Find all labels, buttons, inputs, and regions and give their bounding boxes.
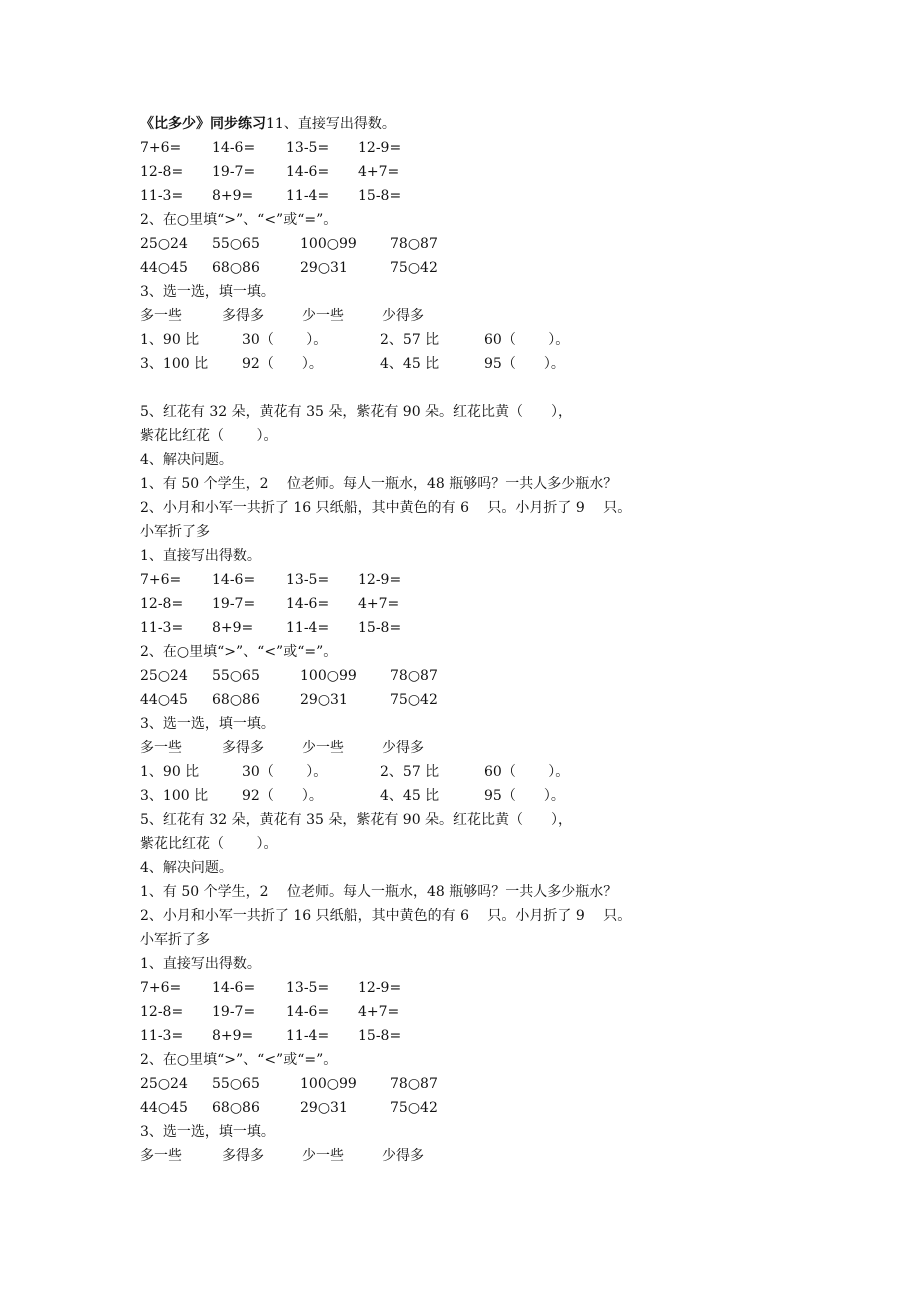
fill-cell: 2、57 比 — [380, 764, 440, 780]
compare-cell: 25○24 — [140, 668, 188, 684]
compare-cell: 55○65 — [212, 668, 260, 684]
compare-cell: 68○86 — [212, 1100, 260, 1116]
compare-cell: 55○65 — [212, 236, 260, 252]
choice-option: 少得多 — [382, 308, 424, 324]
arith-cell: 8+9= — [212, 188, 254, 204]
fill-cell: 60（ ）。 — [484, 332, 570, 348]
fill-cell: 4、45 比 — [380, 788, 440, 804]
compare-row — [140, 233, 438, 255]
compare-cell: 75○42 — [390, 1100, 438, 1116]
arith-row — [140, 185, 402, 207]
arith-cell: 4+7= — [358, 1004, 400, 1020]
fill-row — [140, 785, 565, 807]
compare-cell: 29○31 — [300, 260, 348, 276]
compare-cell: 29○31 — [300, 692, 348, 708]
compare-cell: 78○87 — [390, 1076, 438, 1092]
problem-line: 2、小月和小军一共折了 16 只纸船，其中黄色的有 6 只。小月折了 9 只。 — [140, 500, 632, 516]
compare-cell: 44○45 — [140, 692, 188, 708]
compare-cell: 75○42 — [390, 260, 438, 276]
arith-row — [140, 617, 402, 639]
arith-cell: 11-4= — [286, 1028, 330, 1044]
compare-cell: 25○24 — [140, 236, 188, 252]
choice-option: 多得多 — [222, 740, 264, 756]
arith-cell: 19-7= — [212, 596, 256, 612]
arith-cell: 13-5= — [286, 140, 330, 156]
compare-row — [140, 689, 438, 711]
compare-cell: 78○87 — [390, 668, 438, 684]
choice-option: 少一些 — [302, 308, 344, 324]
problem-line: 2、小月和小军一共折了 16 只纸船，其中黄色的有 6 只。小月折了 9 只。 — [140, 908, 632, 924]
choice-option: 少一些 — [302, 740, 344, 756]
arith-cell: 14-6= — [286, 164, 330, 180]
arith-cell: 15-8= — [358, 1028, 402, 1044]
fill-cell: 3、100 比 — [140, 788, 209, 804]
arith-cell: 12-8= — [140, 596, 184, 612]
compare-row — [140, 257, 438, 279]
choices-row — [140, 737, 424, 759]
flower-question-line: 紫花比红花（ ）。 — [140, 836, 278, 852]
fill-cell: 92（ ）。 — [242, 788, 323, 804]
section-1-heading: 1、直接写出得数。 — [140, 548, 261, 564]
section-2-heading: 2、在○里填“>”、“<”或“=”。 — [140, 212, 338, 228]
arith-cell: 4+7= — [358, 596, 400, 612]
compare-row — [140, 1097, 438, 1119]
choice-option: 多一些 — [140, 740, 182, 756]
compare-cell: 44○45 — [140, 1100, 188, 1116]
fill-cell: 1、90 比 — [140, 332, 200, 348]
choice-option: 多一些 — [140, 1148, 182, 1164]
choice-option: 多得多 — [222, 1148, 264, 1164]
choice-option: 少得多 — [382, 740, 424, 756]
arith-cell: 12-9= — [358, 980, 402, 996]
arith-cell: 7+6= — [140, 980, 182, 996]
arith-cell: 12-9= — [358, 140, 402, 156]
fill-row — [140, 353, 565, 375]
compare-cell: 68○86 — [212, 260, 260, 276]
section-4-heading: 4、解决问题。 — [140, 452, 233, 468]
doc-title: 《比多少》同步练习 — [140, 116, 266, 132]
fill-cell: 2、57 比 — [380, 332, 440, 348]
fill-cell: 30（ ）。 — [242, 332, 328, 348]
arith-cell: 19-7= — [212, 164, 256, 180]
compare-cell: 100○99 — [300, 1076, 357, 1092]
fill-cell: 1、90 比 — [140, 764, 200, 780]
arith-cell: 15-8= — [358, 188, 402, 204]
fill-cell: 95（ ）。 — [484, 788, 565, 804]
compare-cell: 29○31 — [300, 1100, 348, 1116]
flower-question-line: 5、红花有 32 朵，黄花有 35 朵，紫花有 90 朵。红花比黄（ ）， — [140, 404, 573, 420]
arith-cell: 12-8= — [140, 164, 184, 180]
flower-question-line: 紫花比红花（ ）。 — [140, 428, 278, 444]
compare-cell: 25○24 — [140, 1076, 188, 1092]
arith-cell: 14-6= — [212, 140, 256, 156]
problem-line: 1、有 50 个学生，2 位老师。每人一瓶水，48 瓶够吗？一共人多少瓶水？ — [140, 884, 618, 900]
arith-row — [140, 161, 400, 183]
arith-cell: 11-3= — [140, 620, 184, 636]
arith-cell: 14-6= — [212, 572, 256, 588]
arith-cell: 14-6= — [286, 1004, 330, 1020]
flower-question-line: 5、红花有 32 朵，黄花有 35 朵，紫花有 90 朵。红花比黄（ ）， — [140, 812, 573, 828]
arith-row — [140, 569, 402, 591]
choice-option: 多得多 — [222, 308, 264, 324]
section-4-heading: 4、解决问题。 — [140, 860, 233, 876]
compare-cell: 100○99 — [300, 668, 357, 684]
arith-cell: 19-7= — [212, 1004, 256, 1020]
arith-cell: 11-3= — [140, 188, 184, 204]
title-line — [140, 113, 396, 135]
arith-cell: 11-4= — [286, 620, 330, 636]
arith-cell: 13-5= — [286, 980, 330, 996]
fill-cell: 30（ ）。 — [242, 764, 328, 780]
arith-row — [140, 137, 402, 159]
choice-option: 多一些 — [140, 308, 182, 324]
choice-option: 少得多 — [382, 1148, 424, 1164]
compare-cell: 78○87 — [390, 236, 438, 252]
arith-row — [140, 1001, 400, 1023]
arith-cell: 8+9= — [212, 1028, 254, 1044]
choice-option: 少一些 — [302, 1148, 344, 1164]
compare-cell: 55○65 — [212, 1076, 260, 1092]
problem-line: 1、有 50 个学生，2 位老师。每人一瓶水，48 瓶够吗？一共人多少瓶水？ — [140, 476, 618, 492]
arith-cell: 11-4= — [286, 188, 330, 204]
compare-cell: 44○45 — [140, 260, 188, 276]
fill-cell: 3、100 比 — [140, 356, 209, 372]
arith-row — [140, 1025, 402, 1047]
section-2-heading: 2、在○里填“>”、“<”或“=”。 — [140, 644, 338, 660]
problem-line: 小军折了多 — [140, 932, 210, 948]
section-3-heading: 3、选一选，填一填。 — [140, 1124, 275, 1140]
fill-cell: 95（ ）。 — [484, 356, 565, 372]
section-2-heading: 2、在○里填“>”、“<”或“=”。 — [140, 1052, 338, 1068]
fill-cell: 92（ ）。 — [242, 356, 323, 372]
choices-row — [140, 1145, 424, 1167]
compare-row — [140, 665, 438, 687]
fill-row — [140, 329, 570, 351]
fill-cell: 60（ ）。 — [484, 764, 570, 780]
arith-cell: 14-6= — [286, 596, 330, 612]
section-3-heading: 3、选一选，填一填。 — [140, 284, 275, 300]
arith-cell: 11-3= — [140, 1028, 184, 1044]
arith-row — [140, 593, 400, 615]
section-1-heading: 11、直接写出得数。 — [266, 116, 396, 132]
fill-row — [140, 761, 570, 783]
arith-row — [140, 977, 402, 999]
arith-cell: 15-8= — [358, 620, 402, 636]
problem-line: 小军折了多 — [140, 524, 210, 540]
compare-cell: 75○42 — [390, 692, 438, 708]
arith-cell: 7+6= — [140, 572, 182, 588]
arith-cell: 12-8= — [140, 1004, 184, 1020]
fill-cell: 4、45 比 — [380, 356, 440, 372]
compare-cell: 68○86 — [212, 692, 260, 708]
arith-cell: 8+9= — [212, 620, 254, 636]
section-1-heading: 1、直接写出得数。 — [140, 956, 261, 972]
arith-cell: 4+7= — [358, 164, 400, 180]
arith-cell: 13-5= — [286, 572, 330, 588]
section-3-heading: 3、选一选，填一填。 — [140, 716, 275, 732]
arith-cell: 14-6= — [212, 980, 256, 996]
arith-cell: 7+6= — [140, 140, 182, 156]
compare-cell: 100○99 — [300, 236, 357, 252]
choices-row — [140, 305, 424, 327]
compare-row — [140, 1073, 438, 1095]
arith-cell: 12-9= — [358, 572, 402, 588]
